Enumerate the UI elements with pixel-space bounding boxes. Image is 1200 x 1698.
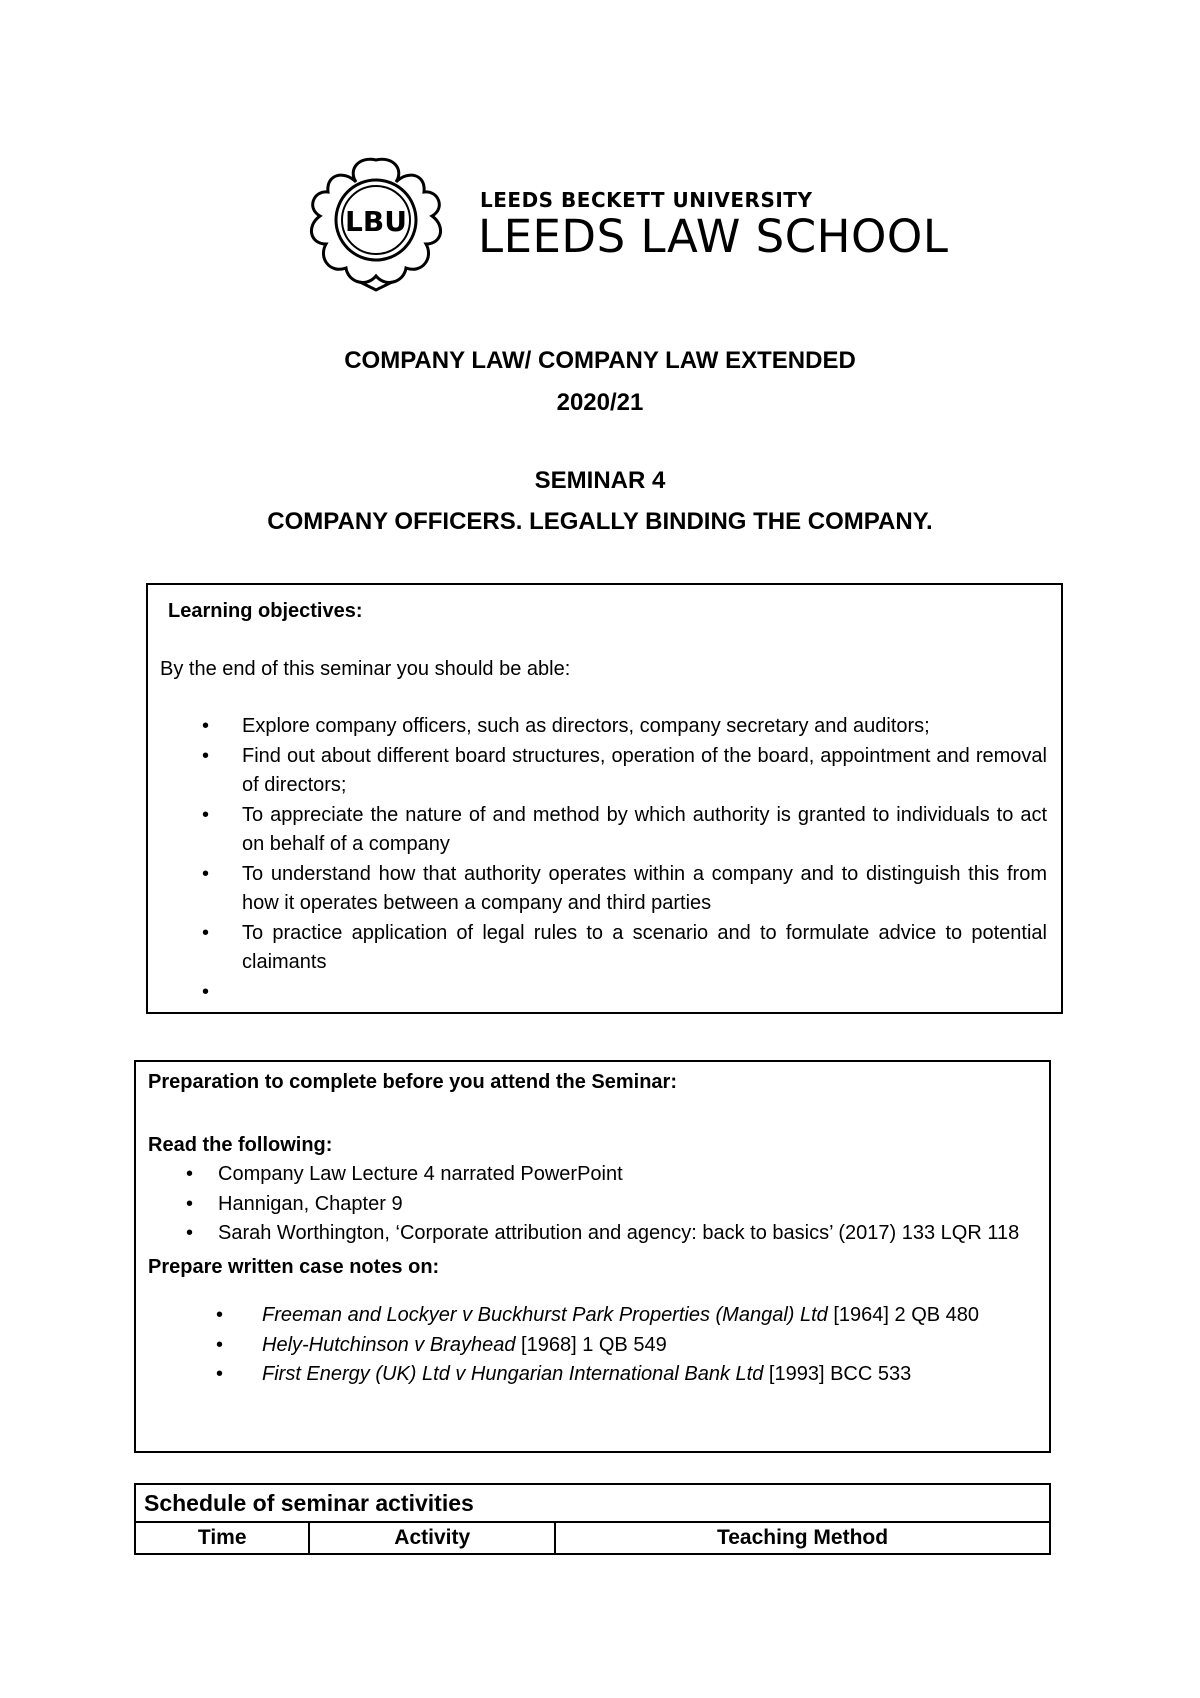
preparation-box [134, 1060, 1051, 1453]
column-header-activity: Activity [309, 1522, 555, 1554]
case-name: First Energy (UK) Ltd v Hungarian International Bank Ltd [262, 1363, 764, 1385]
school-name: LEEDS LAW SCHOOL [478, 210, 949, 263]
tudor-rose-emblem-icon [300, 152, 452, 292]
list-item: • Company Law Lecture 4 narrated PowerPoint [148, 1160, 1037, 1190]
emblem-letters: LBU [345, 205, 407, 238]
list-item: • Hannigan, Chapter 9 [148, 1190, 1037, 1220]
case-notes-heading: Prepare written case notes on: [148, 1255, 440, 1278]
list-item: • To appreciate the nature of and method by which authority is granted to individuals to act on behalf of a company [160, 801, 1047, 860]
case-name: Hely-Hutchinson v Brayhead [262, 1333, 516, 1356]
case-citation: [1968] 1 QB 549 [521, 1333, 667, 1356]
preparation-heading: Preparation to complete before you attend the Seminar: [148, 1071, 677, 1093]
list-item [148, 1301, 1037, 1331]
objectives-heading: Learning objectives: [168, 600, 363, 622]
bullet-icon: • [186, 1192, 194, 1215]
bullet-icon: • [202, 862, 210, 885]
objectives-intro: By the end of this seminar you should be able: [160, 657, 571, 680]
bullet-icon: • [202, 803, 210, 826]
list-item [148, 1360, 1037, 1390]
bullet-icon: • [186, 1222, 194, 1244]
case-citation: [1993] BCC 533 [768, 1363, 912, 1385]
bullet-icon: • [202, 921, 210, 944]
list-item: • To practice application of legal rules to a scenario and to formulate advice to potential claimants [160, 919, 1047, 978]
list-item: • Find out about different board structures, operation of the board, appointment and removal of directors; [160, 742, 1047, 801]
bullet-icon: • [216, 1333, 224, 1356]
academic-year: 2020/21 [556, 389, 644, 416]
list-item: • To understand how that authority operates within a company and to distinguish this from how it operates between a company and third parties [160, 860, 1047, 919]
list-item-empty [160, 978, 1047, 1008]
column-header-teaching-method: Teaching Method [555, 1522, 1050, 1554]
bullet-icon: • [202, 715, 210, 737]
reading-list [148, 1160, 1037, 1249]
list-item [148, 1331, 1037, 1361]
case-list [148, 1301, 1037, 1390]
seminar-topic: COMPANY OFFICERS. LEGALLY BINDING THE COMPANY. [267, 508, 933, 535]
course-title: COMPANY LAW/ COMPANY LAW EXTENDED [344, 347, 856, 374]
bullet-icon: • [202, 980, 210, 1003]
case-citation: [1964] 2 QB 480 [833, 1304, 980, 1326]
seminar-number: SEMINAR 4 [534, 467, 666, 494]
list-item: • Sarah Worthington, ‘Corporate attribution and agency: back to basics’ (2017) 133 LQR 118 [148, 1219, 1037, 1249]
university-name: LEEDS BECKETT UNIVERSITY [480, 188, 813, 212]
bullet-icon: • [216, 1363, 224, 1385]
reading-heading: Read the following: [148, 1133, 333, 1156]
bullet-icon: • [186, 1163, 194, 1185]
objectives-list [160, 712, 1047, 1007]
learning-objectives-box [146, 583, 1063, 1014]
schedule-table [134, 1483, 1051, 1555]
university-logo [300, 152, 949, 292]
bullet-icon: • [202, 744, 210, 767]
schedule-title: Schedule of seminar activities [135, 1484, 1050, 1522]
list-item: • Explore company officers, such as directors, company secretary and auditors; [160, 712, 1047, 742]
bullet-icon: • [216, 1304, 224, 1326]
case-name: Freeman and Lockyer v Buckhurst Park Properties (Mangal) Ltd [262, 1304, 828, 1326]
column-header-time: Time [135, 1522, 309, 1554]
